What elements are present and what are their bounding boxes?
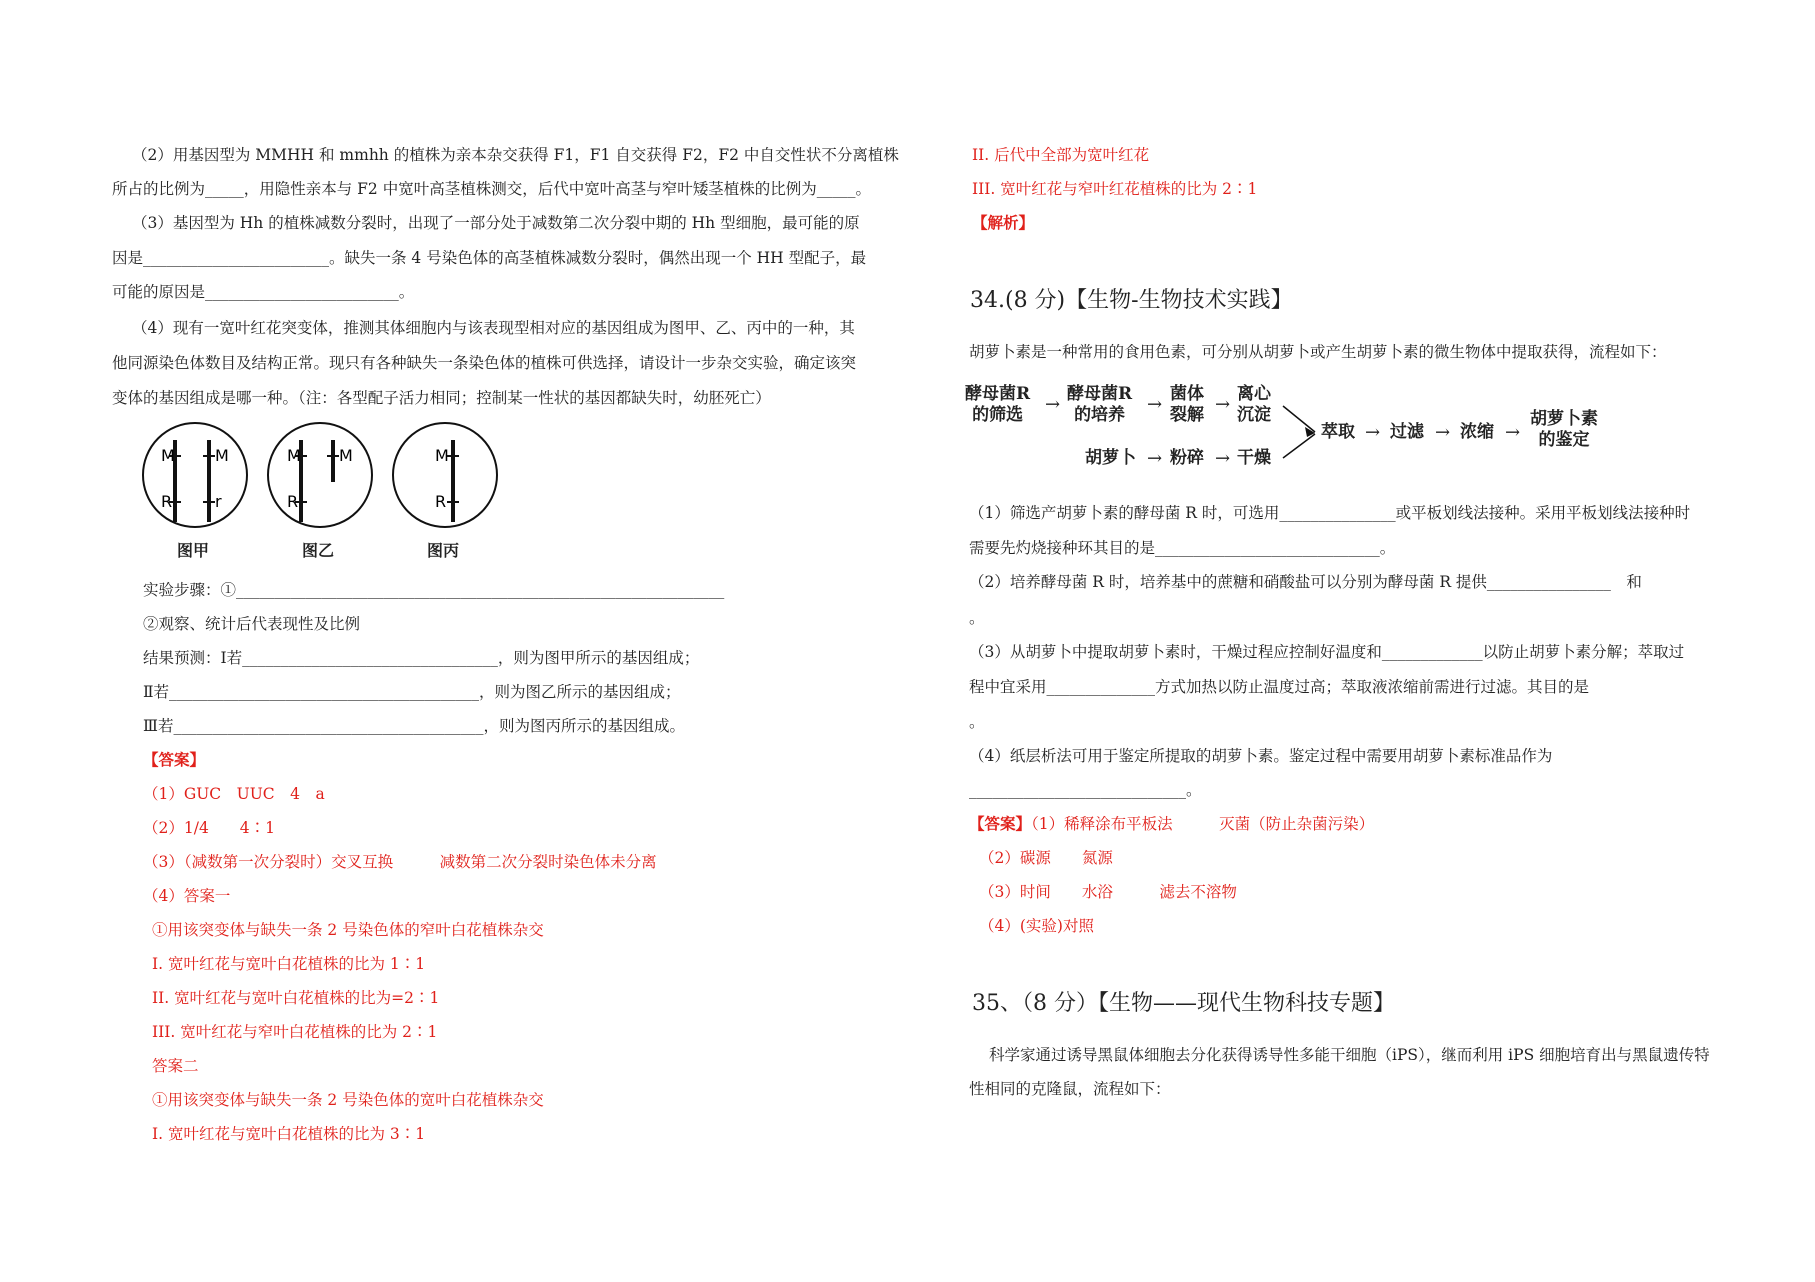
answer-5: 答案二 <box>152 1057 199 1075</box>
figure-yi <box>268 423 372 527</box>
predict-2: Ⅱ若________________________________________，则为图乙所示的基因组成； <box>143 683 681 701</box>
flow-node-text: 胡萝卜素 <box>1530 409 1598 429</box>
intro-34: 胡萝卜素是一种常用的食用色素，可分别从胡萝卜或产生胡萝卜素的微生物体中提取获得，流程如下： <box>969 343 1667 361</box>
flow-node-text: 的鉴定 <box>1538 430 1590 450</box>
flow-node-text: 的培养 <box>1074 405 1126 425</box>
intro-35-line-2: 性相同的克隆鼠，流程如下： <box>969 1080 1171 1098</box>
gene-label: R <box>161 492 173 511</box>
answer-5-step: ①用该突变体与缺失一条 2 号染色体的宽叶白花植株杂交 <box>152 1091 544 1109</box>
flow-node-concentrate: 浓缩 <box>1460 422 1494 442</box>
gene-label: M <box>161 446 175 465</box>
flow-arrow: → <box>1045 394 1061 415</box>
flow-node-extract: 萃取 <box>1321 422 1355 442</box>
figure-yi-label: 图乙 <box>302 541 335 560</box>
q34-p4-line-2: ____________________________。 <box>969 781 1202 799</box>
answer-cont-iii: III. 宽叶红花与窄叶红花植株的比为 2∶1 <box>972 180 1258 198</box>
answer-title: 【答案】 <box>969 814 1032 833</box>
flow-node-text: 离心 <box>1237 384 1271 404</box>
answer-text: （1）稀释涂布平板法 灭菌（防止杂菌污染） <box>1031 815 1375 833</box>
gene-label: M <box>215 446 229 465</box>
answer-5-i: I. 宽叶红花与宽叶白花植株的比为 3∶1 <box>152 1125 426 1143</box>
answer-4-ii: II. 宽叶红花与宽叶白花植株的比为=2∶1 <box>152 989 440 1007</box>
gene-label: r <box>215 492 222 511</box>
flow-node-carrot: 胡萝卜 <box>1085 448 1136 468</box>
figure-jia-label: 图甲 <box>177 541 210 560</box>
gene-label: R <box>435 492 447 511</box>
predict-3: Ⅲ若________________________________________，则为图丙所示的基因组成。 <box>143 717 685 735</box>
flow-node-text: 裂解 <box>1170 405 1204 425</box>
q34-answer-1 <box>969 814 1374 834</box>
q4-line-1: （4）现有一宽叶红花突变体，推测其体细胞内与该表现型相对应的基因组成为图甲、乙、丙中的一种，其 <box>132 319 855 337</box>
flow-chart <box>965 382 1665 482</box>
flow-node-text: 菌体 <box>1170 384 1204 404</box>
q34-p3-line-2: 程中宜采用______________方式加热以防止温度过高；萃取液浓缩前需进行过滤。其目的是 <box>969 678 1590 696</box>
answer-cont-ii: II. 后代中全部为宽叶红花 <box>972 146 1150 164</box>
flow-node-text: 沉淀 <box>1237 405 1271 425</box>
flow-node-dry: 干燥 <box>1237 448 1271 468</box>
answer-2: （2）1/4 4∶1 <box>143 819 276 837</box>
flow-node-identify <box>1530 409 1598 451</box>
flow-arrow: → <box>1215 448 1231 469</box>
q34-p1-line-1: （1）筛选产胡萝卜素的酵母菌 R 时，可选用_______________或平板划线法接种。采用平板划线法接种时 <box>969 504 1691 522</box>
flow-node-filter: 过滤 <box>1390 422 1424 442</box>
q34-p2-line-2: 。 <box>969 609 985 627</box>
heading-35: 35、（8 分）【生物——现代生物科技专题】 <box>972 991 1395 1016</box>
figure-bing <box>393 423 497 527</box>
flow-arrow: → <box>1147 394 1163 415</box>
q34-p3-line-1: （3）从胡萝卜中提取胡萝卜素时，干燥过程应控制好温度和_____________以防止胡萝卜素分解；萃取过 <box>969 643 1685 661</box>
q34-answer-2: （2）碳源 氮源 <box>979 849 1113 867</box>
gene-label: M <box>287 446 301 465</box>
q3-line-3: 可能的原因是_________________________。 <box>112 283 415 301</box>
gene-label: M <box>435 446 449 465</box>
flow-node-text: 酵母菌R <box>1067 384 1133 404</box>
q3-line-1: （3）基因型为 Hh 的植株减数分裂时，出现了一部分处于减数第二次分裂中期的 Hh 型细胞，最可能的原 <box>132 214 860 232</box>
step-1: 实验步骤：①_______________________________________________________________ <box>143 581 725 599</box>
gene-label: R <box>287 492 299 511</box>
flow-arrow: → <box>1215 394 1231 415</box>
flow-node-text: 的筛选 <box>972 405 1024 425</box>
answer-1: （1）GUC UUC 4 a <box>143 785 325 803</box>
intro-35-line-1: 科学家通过诱导黑鼠体细胞去分化获得诱导性多能干细胞（iPS），继而利用 iPS 细胞培育出与黑鼠遗传特 <box>989 1046 1710 1064</box>
flow-node-grind: 粉碎 <box>1170 448 1204 468</box>
step-2: ②观察、统计后代表现性及比例 <box>143 615 361 633</box>
flow-arrow: → <box>1365 422 1381 443</box>
flow-arrow: → <box>1147 448 1163 469</box>
q2-line-2: 所占的比例为_____，用隐性亲本与 F2 中宽叶高茎植株测交，后代中宽叶高茎与窄叶矮茎植株的比例为_____。 <box>112 180 871 198</box>
q34-answer-4: （4）(实验)对照 <box>979 917 1094 935</box>
flow-arrow: → <box>1435 422 1451 443</box>
answer-4-step: ①用该突变体与缺失一条 2 号染色体的窄叶白花植株杂交 <box>152 921 544 939</box>
q34-p3-line-3: 。 <box>969 713 985 731</box>
q4-line-3: 变体的基因组成是哪一种。（注：各型配子活力相同；控制某一性状的基因都缺失时，幼胚死亡） <box>112 389 771 407</box>
q2-line-1: （2）用基因型为 MMHH 和 mmhh 的植株为亲本杂交获得 F1，F1 自交获得 F2，F2 中自交性状不分离植株 <box>132 146 899 164</box>
q3-line-2: 因是________________________。缺失一条 4 号染色体的高茎植株减数分裂时，偶然出现一个 HH 型配子，最 <box>112 249 867 267</box>
answer-3: （3）（减数第一次分裂时）交叉互换 减数第二次分裂时染色体未分离 <box>143 853 657 871</box>
flow-node-text: 酵母菌R <box>965 384 1031 404</box>
gene-label: M <box>339 446 353 465</box>
flow-arrow: → <box>1505 422 1521 443</box>
heading-34: 34.(8 分)【生物-生物技术实践】 <box>970 288 1293 313</box>
answer-4: （4）答案一 <box>143 887 231 905</box>
answer-4-i: I. 宽叶红花与宽叶白花植株的比为 1∶1 <box>152 955 426 973</box>
answer-title: 【答案】 <box>143 750 206 769</box>
q34-p4-line-1: （4）纸层析法可用于鉴定所提取的胡萝卜素。鉴定过程中需要用胡萝卜素标准品作为 <box>969 747 1553 765</box>
figure-jia <box>143 423 247 527</box>
q4-line-2: 他同源染色体数目及结构正常。现只有各种缺失一条染色体的植株可供选择，请设计一步杂交实验，确定该突 <box>112 354 857 372</box>
q34-p2-line-1: （2）培养酵母菌 R 时，培养基中的蔗糖和硝酸盐可以分别为酵母菌 R 提供________________ 和 <box>969 573 1642 591</box>
analysis-title: 【解析】 <box>972 213 1035 232</box>
figure-bing-label: 图丙 <box>427 541 460 560</box>
q34-answer-3: （3）时间 水浴 滤去不溶物 <box>979 883 1237 901</box>
answer-4-iii: III. 宽叶红花与窄叶白花植株的比为 2∶1 <box>152 1023 438 1041</box>
q34-p1-line-2: 需要先灼烧接种环其目的是_____________________________。 <box>969 539 1396 557</box>
predict-1: 结果预测：Ⅰ若_________________________________，则为图甲所示的基因组成； <box>143 649 700 667</box>
